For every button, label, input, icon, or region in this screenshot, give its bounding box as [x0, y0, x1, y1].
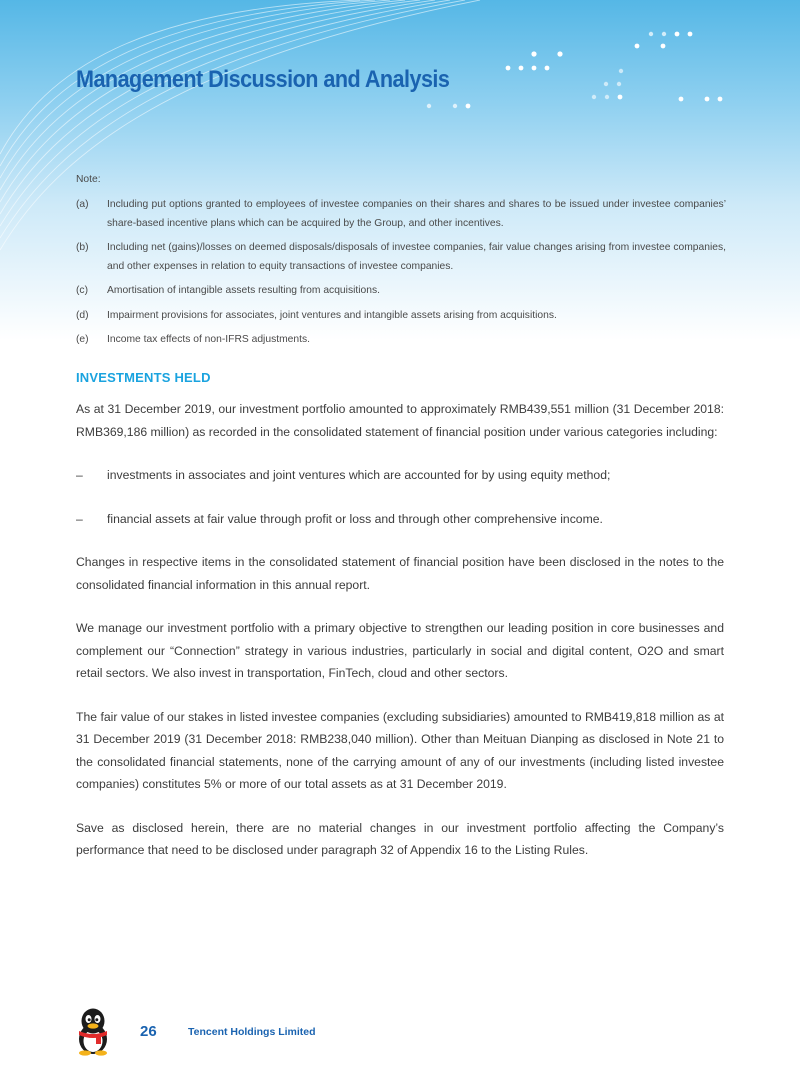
notes-block — [76, 172, 726, 356]
page-number: 26 — [140, 1023, 157, 1040]
body-paragraph: We manage our investment portfolio with a primary objective to strengthen our leading position in core businesses and complement our “Connection” strategy in various industries, particularly in social and digital content, O2O and smart retail sectors. We also invest in transportation, FinTech, cloud and other sectors. — [76, 621, 724, 680]
note-marker: (c) — [76, 285, 89, 296]
bullet-text: investments in associates and joint ventures which are accounted for by using equity method; — [107, 468, 611, 482]
note-item — [76, 196, 726, 233]
section-heading: INVESTMENTS HELD — [76, 370, 211, 385]
intro-paragraph: As at 31 December 2019, our investment portfolio amounted to approximately RMB439,551 million (31 December 2018: RMB369,186 million) as recorded in the consolidated statement of financial position under various categories including: — [76, 402, 724, 439]
investments-section — [76, 369, 724, 883]
note-marker: (e) — [76, 334, 89, 345]
note-item — [76, 307, 726, 326]
bullet-item — [76, 508, 724, 531]
body-paragraph: Changes in respective items in the consolidated statement of financial position have been disclosed in the notes to the consolidated financial information in this annual report. — [76, 555, 724, 592]
note-text: Impairment provisions for associates, joint ventures and intangible assets arising from acquisitions. — [107, 309, 557, 321]
bullet-text: financial assets at fair value through profit or loss and through other comprehensive income. — [107, 511, 603, 526]
body-paragraph: Save as disclosed herein, there are no material changes in our investment portfolio affecting the Company’s performance that need to be disclosed under paragraph 32 of Appendix 16 to the Listing Rules. — [76, 820, 724, 857]
body-paragraph: The fair value of our stakes in listed investee companies (excluding subsidiaries) amounted to RMB419,818 million as at 31 December 2019 (31 December 2018: RMB238,040 million). Other than Meituan Dianping as disclosed in Note 21 to the consolidated financial statements, none of the carrying amount of any of our investments (including listed investee companies) constitutes 5% or more of our total assets as at 31 December 2019. — [76, 709, 724, 791]
bullet-item — [76, 464, 724, 487]
note-text: Amortisation of intangible assets resulting from acquisitions. — [107, 285, 380, 296]
page-title: Management Discussion and Analysis — [76, 66, 450, 93]
bullet-dash: – — [76, 468, 83, 482]
company-name: Tencent Holdings Limited — [188, 1026, 316, 1038]
notes-label: Note: — [76, 174, 101, 185]
note-item — [76, 282, 726, 301]
note-text: Including net (gains)/losses on deemed disposals/disposals of investee companies, fair value changes arising from investee companies, and other expenses in relation to equity transactions of investee companies. — [107, 242, 726, 272]
penguin-mascot-icon — [72, 1006, 114, 1061]
note-text: Income tax effects of non-IFRS adjustments. — [107, 334, 310, 345]
note-marker: (d) — [76, 309, 89, 321]
note-marker: (b) — [76, 242, 89, 253]
note-text: Including put options granted to employees of investee companies on their shares and shares to be issued under investee companies’ share-based incentive plans which can be acquired by the Group, and other incentives. — [107, 199, 726, 229]
note-item — [76, 239, 726, 276]
bullet-dash: – — [76, 511, 83, 526]
note-marker: (a) — [76, 199, 89, 210]
note-item — [76, 331, 726, 350]
